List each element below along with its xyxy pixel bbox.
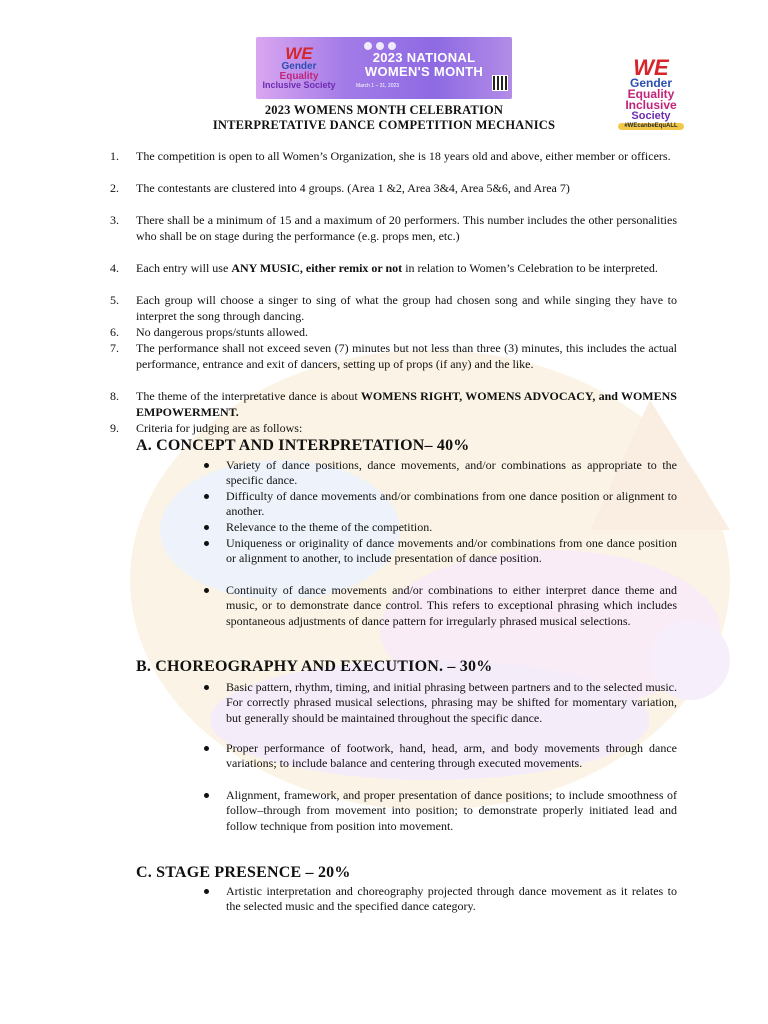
banner-title [354, 51, 494, 78]
bullet-icon [204, 588, 209, 593]
we-gender-equality-logo [258, 38, 340, 98]
qr-code-icon [492, 75, 508, 91]
banner-seal-icons [364, 42, 402, 50]
side-logo-line4: Society [631, 109, 671, 122]
womens-month-banner [256, 37, 512, 99]
logo-line1: Gender [281, 61, 317, 73]
doc-title-line1: 2023 WOMENS MONTH CELEBRATION [264, 103, 504, 117]
banner-title-line2: WOMEN'S MONTH [364, 63, 484, 79]
doc-title-line2: INTERPRETATIVE DANCE COMPETITION MECHANICS [212, 118, 556, 132]
logo-we-text: WE [285, 44, 313, 64]
bullet-icon [204, 541, 209, 546]
banner-date: March 1 – 31, 2023 [356, 83, 400, 89]
logo-line3: Inclusive Society [262, 80, 336, 91]
criteria-heading-c: C. STAGE PRESENCE – 20% [136, 864, 351, 881]
bullet-icon [204, 525, 209, 530]
logo-line2: Equality [279, 70, 319, 82]
bullet-icon [204, 889, 209, 894]
criteria-heading-b: B. CHOREOGRAPHY AND EXECUTION. – 30% [136, 658, 493, 675]
banner-title-line1: 2023 NATIONAL [372, 50, 476, 65]
side-logo-tag: #WEcanbeEquALL [618, 123, 683, 131]
bullet-icon [204, 793, 209, 798]
side-logo-we: WE [633, 54, 669, 80]
side-logo-line3: Inclusive [625, 97, 677, 112]
bullet-icon [204, 463, 209, 468]
bullet-icon [204, 685, 209, 690]
side-logo-line1: Gender [629, 75, 672, 90]
document-page: WE Gender Equality Inclusive Society 2023 NATIONAL WOMEN'S MONTH March 1 – 31, 2023 WE Gender Equality Inclusive Society #WEcanbeEquALL 2023 WOMENS MONTH CELEBRATION INTERPRETATIVE DANCE COMPETITION MECHANICS 1. The competition is open to all Women’s Organization, she is 18 years old and above, either member or officers. 2. The contestants are clustered into 4 groups. (Area 1 &2, Area 3&4, Area 5&6, and Area 7) 3. There shall be a minimum of 15 and a maximum of 20 performers. This number includes the other personalities who shall be on stage during the performance (e.g. props men, etc.) 4. Each entry will use ANY MUSIC, either remix or not in relation to Women’s Celebration to be interpreted. 5. Each group will choose a singer to sing of what the group had chosen song and while singing they have to interpret the song through dancing. 6. No dangerous props/stunts allowed. 7. The performance shall not exceed seven (7) minutes but not less than three (3) minutes, this includes the actual performance, entrance and exit of dancers, setting up of props (if any) and the like. 8. The theme of the interpretative dance is about WOMENS RIGHT, WOMENS ADVOCACY, and WOMENS EMPOWERMENT. 9. Criteria for judging are as follows: A. CONCEPT AND INTERPRETATION– 40% Variety of dance positions, dance movements, and/or combinations as appropriate to the specific dance. Difficulty of dance movements and/or combinations from one dance position or alignment to another. Relevance to the theme of the competition. Uniqueness or originality of dance movements and/or combinations from one dance position or alignment to another, to include presentation of dance position. Continuity of dance movements and/or combinations to either interpret dance theme and music, or to demonstrate dance control. This refers to exceptional phrasing which includes spontaneous adjustments of dance pattern for irregularly phrased musical selections. B. CHOREOGRAPHY AND EXECUTION. – 30% Basic pattern, rhythm, timing, and initial phrasing between partners and to the selected music. For correctly phrased musical selections, phrasing may be shifted for momentary variation, but generally should be maintained throughout the specific dance. Proper performance of footwork, hand, head, arm, and body movements through dance variations; to include balance and centering through executed movements. Alignment, framework, and proper presentation of dance positions; to include smoothness of follow–through from movement into position; to demonstrate properly initiated lead and follow technique from position into movement. C. STAGE PRESENCE – 20% Artistic interpretation and choreography projected through dance movement as it relates to the selected music and the specified dance category. [0, 0, 768, 1024]
bullet-icon [204, 746, 209, 751]
bullet-icon [204, 494, 209, 499]
side-logo-line2: Equality [627, 86, 675, 101]
criteria-heading-a: A. CONCEPT AND INTERPRETATION– 40% [136, 437, 470, 454]
